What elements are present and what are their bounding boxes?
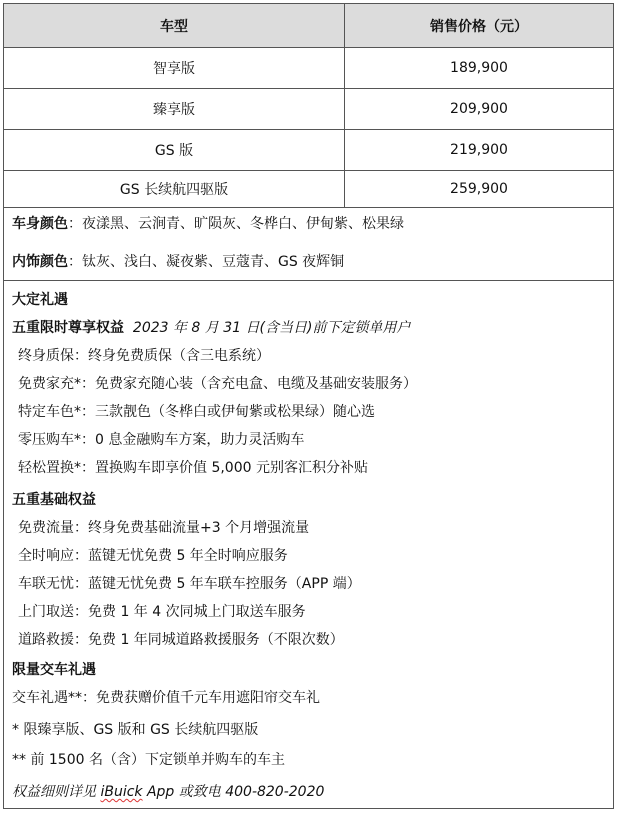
contact-brand: iBuick [100, 784, 143, 800]
table-row [4, 130, 613, 171]
table-row [4, 48, 613, 89]
header-model: 车型 [4, 4, 345, 47]
price-cell: 219,900 [450, 142, 508, 158]
list-item: 特定车色*：三款靓色（冬桦白或伊甸紫或松果绿）随心选 [18, 404, 375, 420]
exterior-label: 车身颜色 [12, 216, 68, 232]
group1-title: 五重限时尊享权益 [12, 320, 124, 336]
contact-suffix: App 或致电 400-820-2020 [142, 784, 325, 800]
list-item: 免费家充*：免费家充随心装（含充电盒、电缆及基础安装服务） [18, 376, 417, 392]
list-item: 上门取送：免费 1 年 4 次同城上门取送车服务 [18, 604, 306, 620]
list-item: 车联无忧：蓝键无忧免费 5 年车联车控服务（APP 端） [18, 576, 361, 592]
color-section [4, 208, 613, 281]
interior-colors [12, 251, 344, 271]
group2-title: 五重基础权益 [12, 492, 96, 508]
benefits-title: 大定礼遇 [12, 292, 68, 308]
interior-label: 内饰颜色 [12, 254, 68, 270]
model-cell: 智享版 [4, 48, 345, 88]
price-cell: 209,900 [450, 101, 508, 117]
price-cell: 259,900 [450, 181, 508, 197]
exterior-value: ：夜漾黑、云涧青、旷陨灰、冬桦白、伊甸紫、松果绿 [68, 216, 404, 232]
header-price: 销售价格（元） [430, 18, 528, 35]
list-item: 零压购车*：0 息金融购车方案，助力灵活购车 [18, 432, 305, 448]
contact-prefix: 权益细则详见 [12, 784, 101, 800]
group1-note: 2023 年 8 月 31 日(含当日)前下定锁单用户 [132, 320, 411, 336]
price-cell: 189,900 [450, 60, 508, 76]
list-item: 免费流量：终身免费基础流量+3 个月增强流量 [18, 520, 310, 536]
model-cell: 臻享版 [4, 89, 345, 129]
pricing-document [3, 3, 614, 809]
model-cell: GS 版 [4, 130, 345, 170]
table-row [4, 171, 613, 208]
exterior-colors [12, 213, 404, 233]
table-row [4, 89, 613, 130]
group3-item: 交车礼遇**：免费获赠价值千元车用遮阳帘交车礼 [12, 690, 320, 706]
footnote-2: ** 前 1500 名（含）下定锁单并购车的车主 [12, 752, 285, 768]
group1-heading [12, 317, 410, 337]
list-item: 轻松置换*：置换购车即享价值 5,000 元别客汇积分补贴 [18, 460, 368, 476]
model-cell: GS 长续航四驱版 [4, 171, 345, 207]
group3-title: 限量交车礼遇 [12, 662, 96, 678]
list-item: 终身质保：终身免费质保（含三电系统） [18, 348, 270, 364]
list-item: 道路救援：免费 1 年同城道路救援服务（不限次数） [18, 632, 344, 648]
list-item: 全时响应：蓝键无忧免费 5 年全时响应服务 [18, 548, 288, 564]
table-header [4, 4, 613, 48]
footnote-1: * 限臻享版、GS 版和 GS 长续航四驱版 [12, 722, 259, 738]
contact-line [12, 781, 324, 801]
interior-value: ：钛灰、浅白、凝夜紫、豆蔻青、GS 夜辉铜 [68, 254, 345, 270]
